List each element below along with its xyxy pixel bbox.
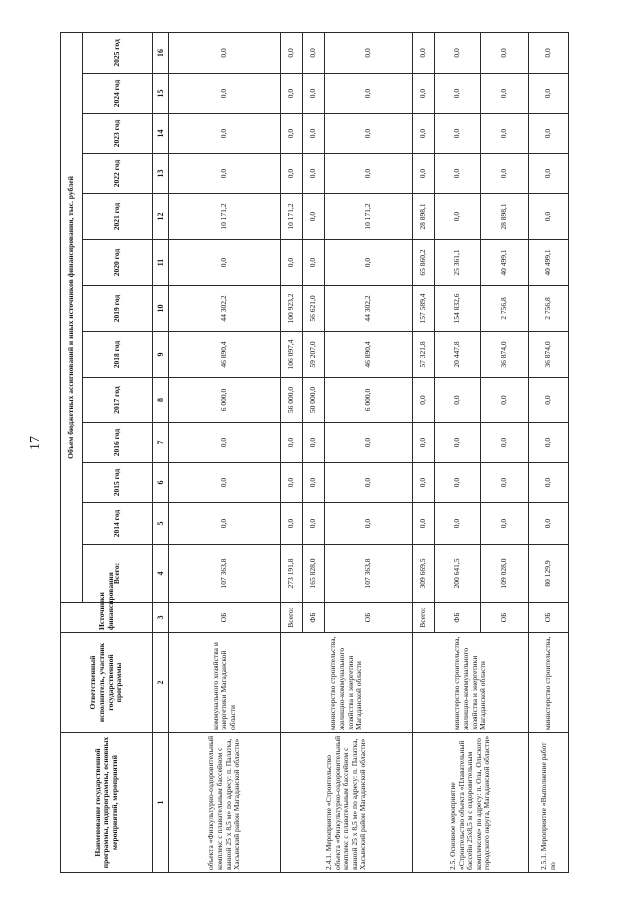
rotated-page [60, 33, 570, 873]
header-source: Источники финансирования [61, 603, 153, 633]
value-cell: 0,0 [325, 423, 413, 463]
value-cell: 0,0 [169, 154, 281, 194]
value-cell: 2 756,8 [529, 286, 569, 332]
value-cell: 0,0 [281, 74, 303, 114]
header-year: 2017 год [83, 378, 153, 423]
column-number: 15 [153, 74, 169, 114]
row-executor: министерство строительства, [529, 633, 569, 733]
header-name: Наименование государственной программы, подпрограммы, основных мероприятий, мероприятий [61, 733, 153, 873]
value-cell: 40 499,1 [481, 240, 529, 286]
value-cell: 0,0 [435, 503, 481, 545]
value-cell: 0,0 [303, 503, 325, 545]
table-row [281, 32, 303, 872]
value-cell: 106 097,4 [281, 332, 303, 378]
column-number: 16 [153, 32, 169, 73]
header-year: 2025 год [83, 32, 153, 73]
header-year: 2014 год [83, 503, 153, 545]
value-cell: 100 923,2 [281, 286, 303, 332]
value-cell: 0,0 [481, 32, 529, 73]
value-cell: 44 302,2 [169, 286, 281, 332]
value-cell: 0,0 [281, 154, 303, 194]
value-cell: 2 756,8 [481, 286, 529, 332]
header-funding-group: Объем бюджетных ассигнований и иных источников финансирования, тыс. рублей [61, 32, 83, 602]
value-cell: 0,0 [325, 503, 413, 545]
value-cell: 0,0 [435, 154, 481, 194]
value-cell: 40 499,1 [529, 240, 569, 286]
value-cell: 0,0 [281, 463, 303, 503]
value-cell: 0,0 [529, 423, 569, 463]
value-cell: 50 000,0 [303, 378, 325, 423]
value-cell: 165 828,0 [303, 545, 325, 603]
value-cell: 0,0 [303, 32, 325, 73]
value-cell: 57 321,8 [413, 332, 435, 378]
value-cell: 0,0 [325, 114, 413, 154]
value-cell: 44 302,2 [325, 286, 413, 332]
column-number: 5 [153, 503, 169, 545]
column-number: 12 [153, 194, 169, 240]
value-cell: 0,0 [481, 378, 529, 423]
value-cell: 0,0 [325, 32, 413, 73]
value-cell: 25 361,1 [435, 240, 481, 286]
value-cell: 0,0 [169, 463, 281, 503]
value-cell: 0,0 [303, 240, 325, 286]
value-cell: 0,0 [169, 74, 281, 114]
value-cell: 56 621,0 [303, 286, 325, 332]
value-cell: 28 898,1 [481, 194, 529, 240]
row-source: ОБ [529, 603, 569, 633]
column-number: 1 [153, 733, 169, 873]
budget-table [60, 32, 569, 873]
value-cell: 107 363,8 [325, 545, 413, 603]
value-cell: 0,0 [481, 423, 529, 463]
row-source: Всего: [281, 603, 303, 633]
column-number: 4 [153, 545, 169, 603]
value-cell: 0,0 [529, 154, 569, 194]
header-year: 2020 год [83, 240, 153, 286]
value-cell: 0,0 [169, 32, 281, 73]
value-cell: 0,0 [435, 194, 481, 240]
value-cell: 0,0 [281, 240, 303, 286]
value-cell: 46 890,4 [325, 332, 413, 378]
row-title: 2.5. Основное мероприятие «Строительство объекта «Плавательный бассейн 25х8,5 м с оздоровительным комплексом» по адресу: п. Ола, Ольского городского округа, Магаданской области» [413, 733, 529, 873]
value-cell: 0,0 [529, 463, 569, 503]
value-cell: 0,0 [325, 240, 413, 286]
value-cell: 0,0 [413, 463, 435, 503]
row-source: ОБ [169, 603, 281, 633]
value-cell: 0,0 [325, 74, 413, 114]
value-cell: 46 890,4 [169, 332, 281, 378]
value-cell: 0,0 [435, 32, 481, 73]
value-cell: 59 207,0 [303, 332, 325, 378]
row-source: ОБ [325, 603, 413, 633]
header-year: 2023 год [83, 114, 153, 154]
value-cell: 0,0 [435, 74, 481, 114]
value-cell: 28 898,1 [413, 194, 435, 240]
value-cell: 0,0 [303, 423, 325, 463]
row-executor: коммунального хозяйства и энергетики Магаданской области [169, 633, 281, 733]
value-cell: 0,0 [413, 114, 435, 154]
column-number: 11 [153, 240, 169, 286]
value-cell: 200 641,5 [435, 545, 481, 603]
column-number: 10 [153, 286, 169, 332]
column-number: 8 [153, 378, 169, 423]
value-cell: 10 171,2 [169, 194, 281, 240]
column-number: 9 [153, 332, 169, 378]
value-cell: 36 874,0 [481, 332, 529, 378]
value-cell: 0,0 [435, 378, 481, 423]
header-executor: Ответственный исполнитель, участник государственной программы [61, 633, 153, 733]
row-executor: министерство строительства, жилищно-коммунального хозяйства и энергетики Магаданской области [413, 633, 529, 733]
row-title: 2.5.1. Мероприятие «Выполнение работ по [529, 733, 569, 873]
value-cell: 0,0 [529, 114, 569, 154]
value-cell: 56 000,0 [281, 378, 303, 423]
value-cell: 0,0 [529, 32, 569, 73]
page-number: 17 [28, 436, 43, 450]
value-cell: 0,0 [413, 154, 435, 194]
value-cell: 0,0 [303, 74, 325, 114]
value-cell: 0,0 [481, 114, 529, 154]
value-cell: 0,0 [281, 503, 303, 545]
value-cell: 6 000,0 [325, 378, 413, 423]
value-cell: 109 028,0 [481, 545, 529, 603]
row-executor: министерство строительства, жилищно-коммунального хозяйства и энергетики Магаданской области [281, 633, 413, 733]
row-title: объекта «Физкультурно-оздоровительный комплекс с плавательным бассейном с ванной 25 х 8,5 м» по адресу: п. Палатка, Хасынский район Магаданской области» [169, 733, 281, 873]
value-cell: 20 447,8 [435, 332, 481, 378]
column-number: 7 [153, 423, 169, 463]
header-row-group [61, 32, 83, 872]
header-year: 2018 год [83, 332, 153, 378]
value-cell: 0,0 [435, 114, 481, 154]
column-numbers-row [153, 32, 169, 872]
value-cell: 0,0 [281, 423, 303, 463]
value-cell: 0,0 [529, 194, 569, 240]
value-cell: 0,0 [413, 32, 435, 73]
header-year: 2016 год [83, 423, 153, 463]
value-cell: 0,0 [413, 423, 435, 463]
value-cell: 65 860,2 [413, 240, 435, 286]
value-cell: 0,0 [169, 240, 281, 286]
value-cell: 0,0 [481, 154, 529, 194]
value-cell: 0,0 [303, 114, 325, 154]
value-cell: 0,0 [281, 114, 303, 154]
column-number: 6 [153, 463, 169, 503]
value-cell: 6 000,0 [169, 378, 281, 423]
value-cell: 107 363,8 [169, 545, 281, 603]
header-total: Всего: [83, 545, 153, 603]
value-cell: 0,0 [529, 378, 569, 423]
value-cell: 273 191,8 [281, 545, 303, 603]
value-cell: 0,0 [529, 503, 569, 545]
column-number: 3 [153, 603, 169, 633]
column-number: 2 [153, 633, 169, 733]
value-cell: 0,0 [481, 503, 529, 545]
row-source: ОБ [481, 603, 529, 633]
value-cell: 0,0 [413, 503, 435, 545]
value-cell: 0,0 [303, 154, 325, 194]
value-cell: 0,0 [435, 463, 481, 503]
value-cell: 10 171,2 [325, 194, 413, 240]
value-cell: 0,0 [481, 74, 529, 114]
value-cell: 157 589,4 [413, 286, 435, 332]
header-year: 2015 год [83, 463, 153, 503]
row-title: 2.4.1. Мероприятие «Строительство объекта «Физкультурно-оздоровительный комплекс с плавательным бассейном с ванной 25 х 8,5 м» по адресу: п. Палатка, Хасынский район Магаданской области» [281, 733, 413, 873]
value-cell: 0,0 [169, 114, 281, 154]
header-year: 2021 год [83, 194, 153, 240]
value-cell: 0,0 [281, 32, 303, 73]
value-cell: 10 171,2 [281, 194, 303, 240]
table-row [529, 32, 569, 872]
value-cell: 0,0 [435, 423, 481, 463]
table-row [413, 32, 435, 872]
value-cell: 154 832,6 [435, 286, 481, 332]
value-cell: 0,0 [169, 503, 281, 545]
row-source: ФБ [303, 603, 325, 633]
value-cell: 0,0 [303, 463, 325, 503]
header-year: 2024 год [83, 74, 153, 114]
value-cell: 0,0 [413, 378, 435, 423]
row-source: Всего: [413, 603, 435, 633]
value-cell: 0,0 [481, 463, 529, 503]
column-number: 14 [153, 114, 169, 154]
table-row [169, 32, 281, 872]
row-source: ФБ [435, 603, 481, 633]
value-cell: 80 129,9 [529, 545, 569, 603]
value-cell: 0,0 [303, 194, 325, 240]
value-cell: 0,0 [169, 423, 281, 463]
header-year: 2022 год [83, 154, 153, 194]
value-cell: 0,0 [325, 463, 413, 503]
column-number: 13 [153, 154, 169, 194]
value-cell: 0,0 [413, 74, 435, 114]
header-year: 2019 год [83, 286, 153, 332]
value-cell: 36 874,0 [529, 332, 569, 378]
value-cell: 309 669,5 [413, 545, 435, 603]
value-cell: 0,0 [529, 74, 569, 114]
value-cell: 0,0 [325, 154, 413, 194]
